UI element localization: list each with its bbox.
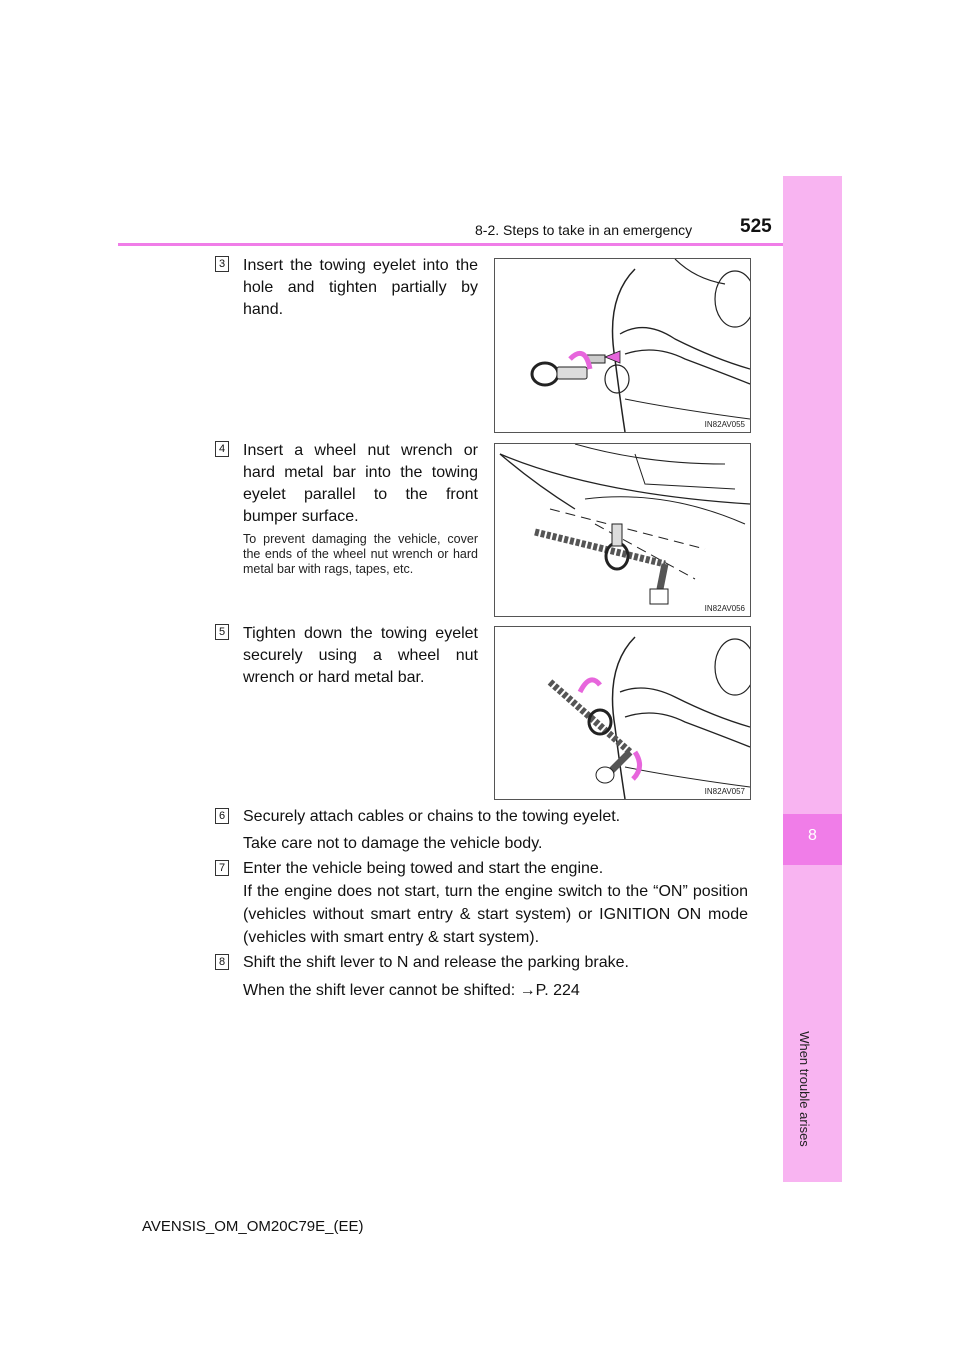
illustration-insert-wrench: [494, 443, 751, 617]
header-rule: [118, 243, 842, 246]
step-3-text: Insert the towing eyelet into the hole and tighten partially by hand.: [243, 257, 478, 318]
illustration-insert-eyelet: [494, 258, 751, 433]
step-4-note: To prevent damaging the vehicle, cover the ends of the wheel nut wrench or hard metal bar with rags, tapes, etc.: [243, 532, 478, 576]
document-code: AVENSIS_OM_OM20C79E_(EE): [142, 1218, 364, 1235]
step-6-text: Securely attach cables or chains to the towing eyelet.: [243, 808, 621, 825]
step-number-8: 8: [215, 954, 229, 970]
chapter-side-tab: [783, 176, 842, 1182]
step-8-text: Shift the shift lever to N and release the parking brake.: [243, 954, 629, 971]
step-5-text: Tighten down the towing eyelet securely using a wheel nut wrench or hard metal bar.: [243, 625, 478, 686]
step-6-sub: Take care not to damage the vehicle body.: [243, 835, 543, 852]
step-number-7: 7: [215, 860, 229, 876]
page-number: 525: [740, 216, 772, 237]
step-number-4: 4: [215, 441, 229, 457]
step-7-text: Enter the vehicle being towed and start the engine.: [243, 860, 604, 877]
chapter-title-text: When trouble arises: [797, 1031, 812, 1147]
figure-code: IN82AV055: [704, 420, 745, 429]
step-4-text: Insert a wheel nut wrench or hard metal bar into the towing eyelet parallel to the front bumper surface.: [243, 442, 478, 525]
step-8-sub: When the shift lever cannot be shifted: →P. 224: [243, 982, 580, 999]
step-number-5: 5: [215, 624, 229, 640]
step-number-3: 3: [215, 256, 229, 272]
section-title: 8-2. Steps to take in an emergency: [475, 222, 693, 238]
chapter-number: 8: [808, 827, 817, 844]
illustration-tighten-eyelet: [494, 626, 751, 800]
step-number-6: 6: [215, 808, 229, 824]
figure-code: IN82AV057: [704, 787, 745, 796]
step-7-sub: If the engine does not start, turn the engine switch to the “ON” position (vehicles without smart entry & start system) or IGNITION ON mode (vehicles with smart entry & start system).: [243, 883, 748, 946]
figure-code: IN82AV056: [704, 604, 745, 613]
